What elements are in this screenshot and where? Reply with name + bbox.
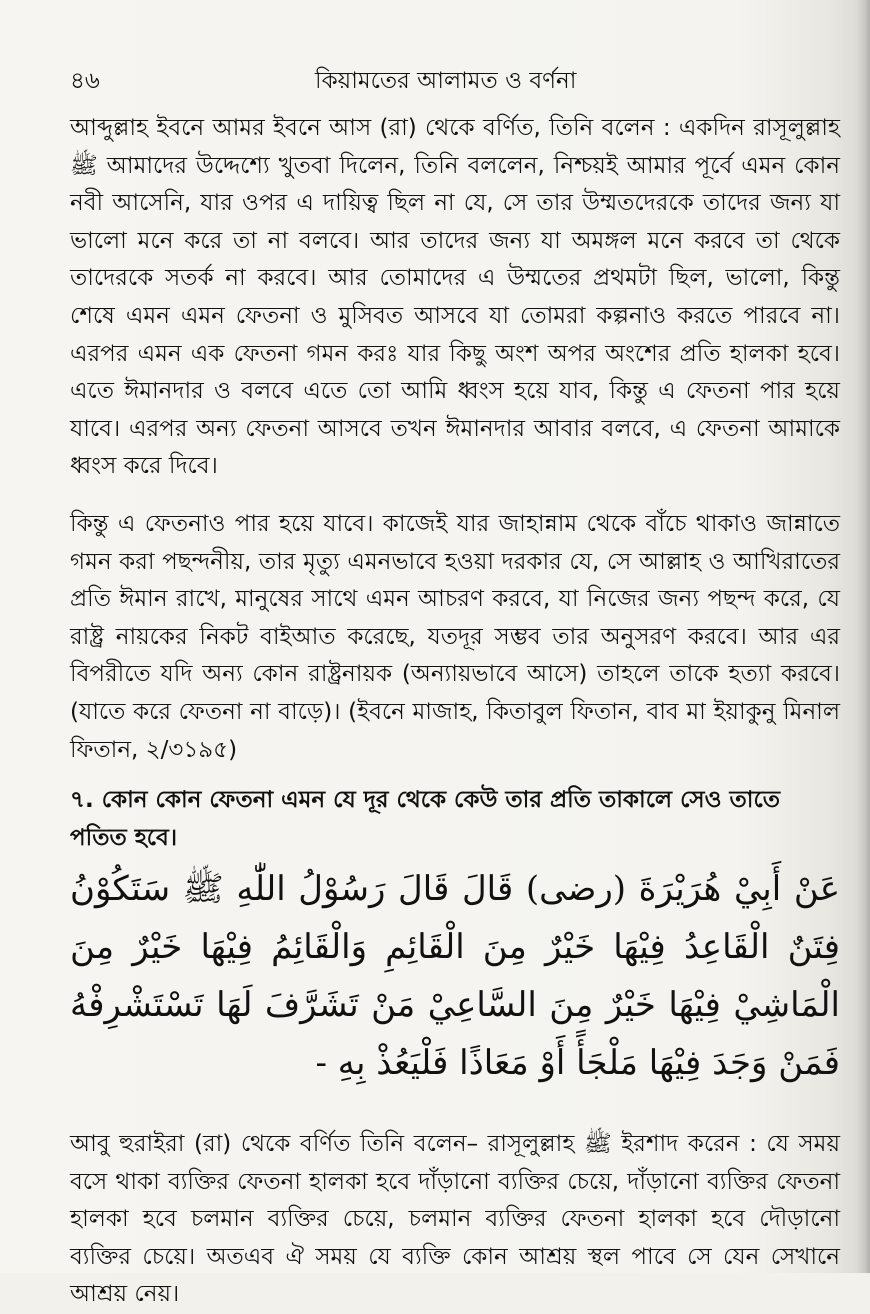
section-heading-7: ৭. কোন কোন ফেতনা এমন যে দূর থেকে কেউ তার প্রতি তাকালে সেও তাতে পতিত হবে। [70, 787, 780, 851]
paragraph-2: কিন্তু এ ফেতনাও পার হয়ে যাবে। কাজেই যার জাহান্নাম থেকে বাঁচে থাকাও জান্নাতে গমন করা পছন্দনীয়, তার মৃত্যু এমনভাবে হওয়া দরকার যে, সে আল্লাহ ও আখিরাতের প্রতি ঈমান রাখে, মানুষের সাথে এমন আচরণ করবে, যা নিজের জন্য পছন্দ করে, যে রাষ্ট্র নায়কের নিকট বাইআত করেছে, যতদূর সম্ভব তার অনুসরণ করবে। আর এর বিপরীতে যদি অন্য কোন রাষ্ট্রনায়ক (অন্যায়ভাবে আসে) তাহলে তাকে হত্যা করবে। (যাতে করে ফেতনা না বাড়ে)। (ইবনে মাজাহ, কিতাবুল ফিতান, বাব মা ইয়াকুনু মিনাল ফিতান, ২/৩১৯৫) [70, 511, 840, 763]
arabic-hadith: عَنْ أَبِيْ هُرَيْرَةَ (رضى) قَالَ قَالَ رَسُوْلُ اللّٰهِ ﷺ سَتَكُوْنُ فِتَنٌ الْقَاعِدُ فِيْهَا خَيْرٌ مِنَ الْقَائِمِ وَالْقَائِمُ فِيْهَا خَيْرٌ مِنَ الْمَاشِيْ فِيْهَا خَيْرٌ مِنَ السَّاعِيْ مَنْ تَشَرَّفَ لَهَا تَسْتَشْرِفْهُ فَمَنْ وَجَدَ فِيْهَا مَلْجَأً أَوْ مَعَاذًا فَلْيَعُذْ بِهِ - [70, 869, 840, 1083]
page-header [70, 62, 840, 96]
page-edge-shadow [856, 0, 870, 1273]
running-title: কিয়ামতের আলামত ও বর্ণনা [315, 68, 577, 94]
paragraph-1: আব্দুল্লাহ ইবনে আমর ইবনে আস (রা) থেকে বর্ণিত, তিনি বলেন : একদিন রাসূলুল্লাহ ﷺ আমাদের উদ্দেশ্যে খুতবা দিলেন, তিনি বললেন, নিশ্চয়ই আমার পূর্বে এমন কোন নবী আসেনি, যার ওপর এ দায়িত্ব ছিল না যে, সে তার উম্মতদেরকে তাদের জন্য যা ভালো মনে করে তা না বলবে। আর তাদের জন্য যা অমঙ্গল মনে করবে তা থেকে তাদেরকে সতর্ক না করবে। আর তোমাদের এ উম্মতের প্রথমটা ছিল, ভালো, কিন্তু শেষে এমন এমন ফেতনা ও মুসিবত আসবে যা তোমরা কল্পনাও করতে পারবে না। এরপর এমন এক ফেতনা গমন করঃ যার কিছু অংশ অপর অংশের প্রতি হালকা হবে। এতে ঈমানদার ও বলবে এতে তো আমি ধ্বংস হয়ে যাব, কিন্তু এ ফেতনা পার হয়ে যাবে। এরপর অন্য ফেতনা আসবে তখন ঈমানদার আবার বলবে, এ ফেতনা আমাকে ধ্বংস করে দিবে। [70, 115, 840, 480]
paragraph-3: আবু হুরাইরা (রা) থেকে বর্ণিত তিনি বলেন– রাসূলুল্লাহ ﷺ ইরশাদ করেন : যে সময় বসে থাকা ব্যক্তির ফেতনা হালকা হবে দাঁড়ানো ব্যক্তির চেয়ে, দাঁড়ানো ব্যক্তির ফেতনা হালকা হবে চলমান ব্যক্তির চেয়ে, চলমান ব্যক্তির ফেতনা হালকা হবে দৌড়ানো ব্যক্তির চেয়ে। অতএব ঐ সময় যে ব্যক্তি কোন আশ্রয় স্থল পাবে সে যেন সেখানে আশ্রয় নেয়। [70, 1131, 840, 1308]
page-number: ৪৬ [70, 68, 100, 94]
